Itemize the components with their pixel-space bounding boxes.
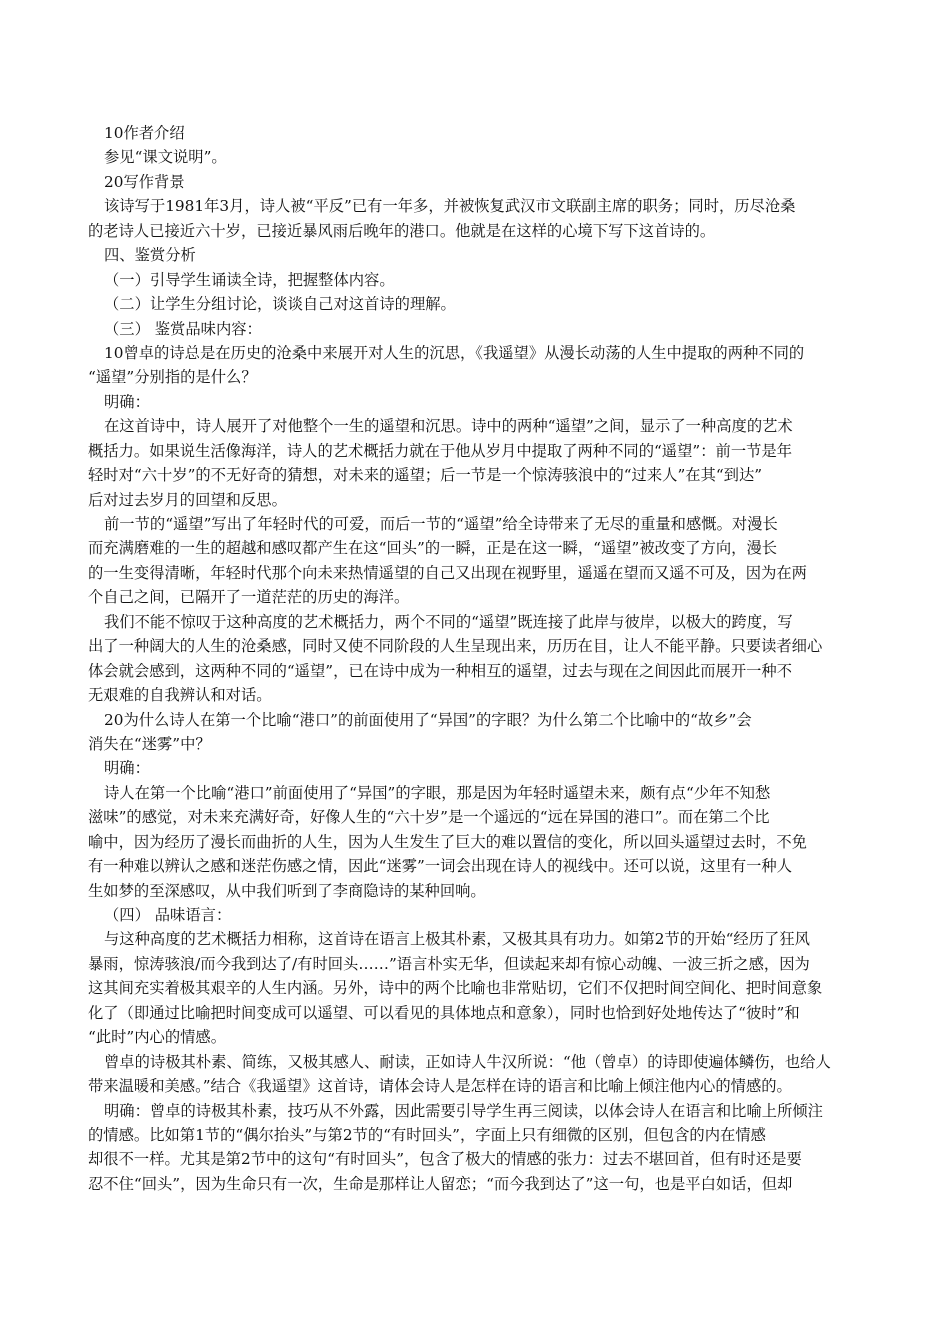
text-line: 体会就会感到，这两种不同的“遥望”，已在诗中成为一种相互的遥望，过去与现在之间因此而展开一种不: [88, 661, 793, 680]
document-body: [88, 121, 868, 1196]
text-line: 轻时对“六十岁”的不无好奇的猜想，对未来的遥望；后一节是一个惊涛骇浪中的“过来人”在其“到达”: [88, 466, 763, 485]
text-line: 化了（即通过比喻把时间变成可以遥望、可以看见的具体地点和意象），同时也恰到好处地传达了“彼时”和: [88, 1003, 800, 1022]
text-line: 我们不能不惊叹于这种高度的艺术概括力，两个不同的“遥望”既连接了此岸与彼岸，以极大的跨度，写: [104, 612, 793, 631]
text-line: 20为什么诗人在第一个比喻“港口”的前面使用了“异国”的字眼？为什么第二个比喻中的“故乡”会: [104, 710, 752, 729]
text-line: 有一种难以辨认之感和迷茫伤感之情，因此“迷雾”一词会出现在诗人的视线中。还可以说，这里有一种人: [88, 857, 793, 876]
text-line: （三） 鉴赏品味内容：: [104, 319, 262, 338]
text-line: 喻中，因为经历了漫长而曲折的人生，因为人生发生了巨大的难以置信的变化，所以回头遥望过去时，不免: [88, 832, 807, 851]
text-line: （一）引导学生诵读全诗，把握整体内容。: [104, 270, 395, 289]
text-line: 的一生变得清晰，年轻时代那个向未来热情遥望的自己又出现在视野里，遥遥在望而又遥不可及，因为在两: [88, 563, 807, 582]
text-line: 与这种高度的艺术概括力相称，这首诗在语言上极其朴素，又极其具有功力。如第2节的开始“经历了狂风: [104, 930, 810, 949]
text-line: 却很不一样。尤其是第2节中的这句“有时回头”，包含了极大的情感的张力：过去不堪回首，但有时还是要: [88, 1150, 802, 1169]
text-line: 而充满磨难的一生的超越和感叹都产生在这“回头”的一瞬，正是在这一瞬，“遥望”被改变了方向，漫长: [88, 539, 778, 558]
text-line: 参见“课文说明”。: [104, 148, 227, 167]
text-line: 生如梦的至深感叹，从中我们听到了李商隐诗的某种回响。: [88, 881, 486, 900]
text-line: 后对过去岁月的回望和反思。: [88, 490, 287, 509]
text-line: 概括力。如果说生活像海洋，诗人的艺术概括力就在于他从岁月中提取了两种不同的“遥望”：前一节是年: [88, 441, 793, 460]
text-line: 诗人在第一个比喻“港口”前面使用了“异国”的字眼，那是因为年轻时遥望未来，颇有点“少年不知愁: [104, 783, 771, 802]
text-line: 暴雨，惊涛骇浪/而今我到达了/有时回头……”语言朴实无华，但读起来却有惊心动魄、一波三折之感，因为: [88, 954, 810, 973]
text-line: “此时”内心的情感。: [88, 1028, 227, 1047]
text-line: 明确：: [104, 392, 150, 411]
text-line: 带来温暖和美感。”结合《我遥望》这首诗，请体会诗人是怎样在诗的语言和比喻上倾注他内心的情感的。: [88, 1077, 792, 1096]
text-line: 10作者介绍: [104, 124, 185, 142]
text-line: 无艰难的自我辨认和对话。: [88, 686, 272, 705]
text-line: 20写作背景: [104, 172, 185, 191]
text-line: 忍不住“回头”，因为生命只有一次，生命是那样让人留恋；“而今我到达了”这一句，也是平白如话，但却: [88, 1174, 793, 1193]
text-line: （四） 品味语言：: [104, 906, 232, 924]
text-line: 的老诗人已接近六十岁，已接近暴风雨后晚年的港口。他就是在这样的心境下写下这首诗的。: [88, 221, 716, 240]
text-line: 四、鉴赏分析: [104, 246, 196, 265]
text-line: “遥望”分别指的是什么？: [88, 368, 257, 387]
text-line: 的情感。比如第1节的“偶尔抬头”与第2节的“有时回头”，字面上只有细微的区别，但包含的内在情感: [88, 1125, 766, 1144]
text-line: 10曾卓的诗总是在历史的沧桑中来展开对人生的沉思，《我遥望》从漫长动荡的人生中提取的两种不同的: [104, 343, 805, 362]
text-line: （二）让学生分组讨论，谈谈自己对这首诗的理解。: [104, 295, 456, 314]
text-line: 消失在“迷雾”中？: [88, 734, 211, 753]
text-line: 在这首诗中，诗人展开了对他整个一生的遥望和沉思。诗中的两种“遥望”之间，显示了一种高度的艺术: [104, 417, 793, 436]
text-line: 曾卓的诗极其朴素、简练，又极其感人、耐读，正如诗人牛汉所说：“他（曾卓）的诗即使遍体鳞伤，也给人: [104, 1052, 831, 1071]
text-line: 明确：: [104, 759, 150, 778]
text-line: 出了一种阔大的人生的沧桑感，同时又使不同阶段的人生呈现出来，历历在目，让人不能平静。只要读者细心: [88, 637, 823, 656]
text-line: 滋味”的感觉，对未来充满好奇，好像人生的“六十岁”是一个遥远的“远在异国的港口”。而在第二个比: [88, 808, 770, 827]
text-line: 明确：曾卓的诗极其朴素，技巧从不外露，因此需要引导学生再三阅读，以体会诗人在语言和比喻上所倾注: [104, 1101, 823, 1120]
text-line: 个自己之间，已隔开了一道茫茫的历史的海洋。: [88, 588, 410, 607]
text-line: 前一节的“遥望”写出了年轻时代的可爱，而后一节的“遥望”给全诗带来了无尽的重量和感慨。对漫长: [104, 515, 778, 533]
text-line: 该诗写于1981年3月，诗人被“平反”已有一年多，并被恢复武汉市文联副主席的职务；同时，历尽沧桑: [104, 197, 796, 216]
text-line: 这其间充实着极其艰辛的人生内涵。另外，诗中的两个比喻也非常贴切，它们不仅把时间空间化、把时间意象: [88, 979, 823, 998]
